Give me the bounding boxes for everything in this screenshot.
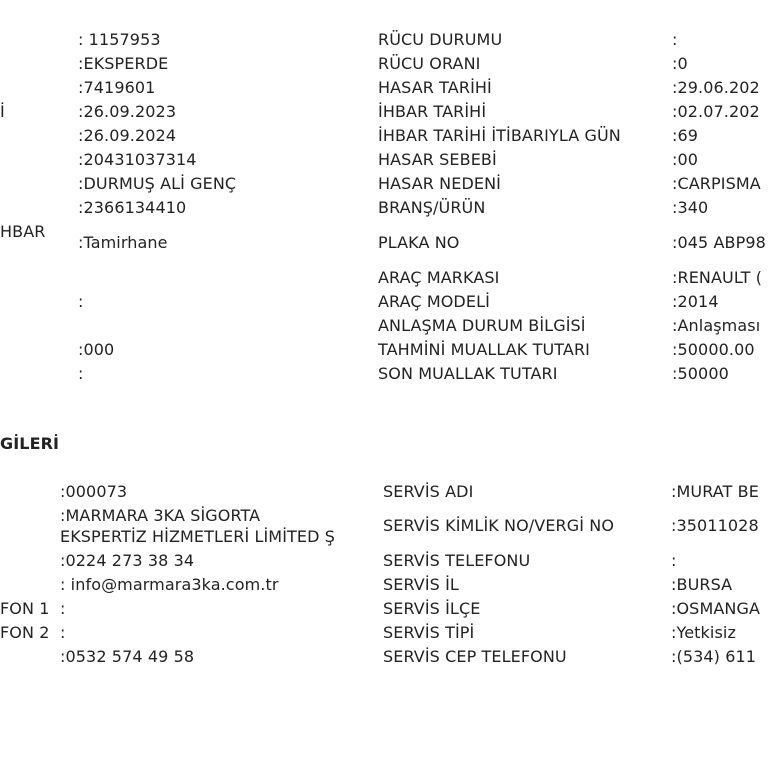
- servis-il-value: :BURSA: [671, 575, 733, 594]
- rucu-durumu-label: RÜCU DURUMU: [378, 30, 503, 49]
- hasar-nedeni-label: HASAR NEDENİ: [378, 174, 501, 193]
- claim-left-value: :26.09.2023: [78, 102, 177, 121]
- anlasma-durum-label: ANLAŞMA DURUM BİLGİSİ: [378, 316, 586, 335]
- claim-left-value: : 1157953: [78, 30, 161, 49]
- rucu-orani-value: :0: [672, 54, 688, 73]
- claim-left-value: :000: [78, 340, 115, 359]
- servis-adi-value: :MURAT BE: [671, 482, 759, 501]
- servis-kimlik-label: SERVİS KİMLİK NO/VERGİ NO: [383, 516, 615, 535]
- servis-adi-label: SERVİS ADI: [383, 482, 474, 501]
- servis-cep-value: :(534) 611: [671, 647, 757, 666]
- claim-left-label: HBAR: [0, 222, 46, 241]
- claim-left-label: İ: [0, 102, 5, 121]
- servis-kimlik-value: :35011028: [671, 516, 759, 535]
- arac-modeli-value: :2014: [672, 292, 719, 311]
- expert-left-value: :000073: [60, 482, 128, 501]
- servis-telefonu-value: :: [671, 551, 677, 570]
- ihbar-tarihi-value: :02.07.202: [672, 102, 760, 121]
- ihbar-gun-value: :69: [672, 126, 699, 145]
- expert-left-value: :MARMARA 3KA SİGORTA: [60, 506, 261, 525]
- servis-cep-label: SERVİS CEP TELEFONU: [383, 647, 567, 666]
- expert-left-value: :: [60, 623, 66, 642]
- section-title: GİLERİ: [0, 434, 60, 453]
- servis-ilce-value: :OSMANGA: [671, 599, 761, 618]
- servis-telefonu-label: SERVİS TELEFONU: [383, 551, 531, 570]
- arac-markasi-label: ARAÇ MARKASI: [378, 268, 500, 287]
- claim-left-value: :7419601: [78, 78, 156, 97]
- claim-left-value: :: [78, 292, 84, 311]
- hasar-sebebi-label: HASAR SEBEBİ: [378, 150, 497, 169]
- servis-ilce-label: SERVİS İLÇE: [383, 599, 481, 618]
- hasar-tarihi-value: :29.06.202: [672, 78, 760, 97]
- expert-email: : info@marmara3ka.com.tr: [60, 575, 279, 594]
- hasar-tarihi-label: HASAR TARİHİ: [378, 78, 492, 97]
- claim-left-value: :20431037314: [78, 150, 197, 169]
- plaka-no-value: :045 ABP98: [672, 233, 766, 252]
- brans-urun-value: :340: [672, 198, 709, 217]
- ihbar-gun-label: İHBAR TARİHİ İTİBARIYLA GÜN: [378, 126, 621, 145]
- tahmini-muallak-value: :50000.00: [672, 340, 755, 359]
- servis-tipi-value: :Yetkisiz: [671, 623, 736, 642]
- son-muallak-label: SON MUALLAK TUTARI: [378, 364, 558, 383]
- expert-left-value: :0224 273 38 34: [60, 551, 195, 570]
- claim-left-value: :26.09.2024: [78, 126, 177, 145]
- anlasma-durum-value: :Anlaşması: [672, 316, 761, 335]
- plaka-no-label: PLAKA NO: [378, 233, 460, 252]
- ihbar-tarihi-label: İHBAR TARİHİ: [378, 102, 487, 121]
- arac-markasi-value: :RENAULT (: [672, 268, 763, 287]
- son-muallak-value: :50000: [672, 364, 729, 383]
- expert-left-label: FON 1: [0, 599, 50, 618]
- arac-modeli-label: ARAÇ MODELİ: [378, 292, 490, 311]
- rucu-durumu-value: :: [672, 30, 678, 49]
- claim-left-value: :DURMUŞ ALİ GENÇ: [78, 174, 237, 193]
- claim-left-value: :Tamirhane: [78, 233, 168, 252]
- expert-left-label: FON 2: [0, 623, 50, 642]
- tahmini-muallak-label: TAHMİNİ MUALLAK TUTARI: [378, 340, 590, 359]
- brans-urun-label: BRANŞ/ÜRÜN: [378, 198, 486, 217]
- servis-tipi-label: SERVİS TİPİ: [383, 623, 475, 642]
- hasar-sebebi-value: :00: [672, 150, 699, 169]
- hasar-nedeni-value: :CARPISMA: [672, 174, 761, 193]
- claim-left-value: :2366134410: [78, 198, 187, 217]
- claim-left-value: :: [78, 364, 84, 383]
- expert-left-value: :: [60, 599, 66, 618]
- expert-left-value: :0532 574 49 58: [60, 647, 195, 666]
- servis-il-label: SERVİS İL: [383, 575, 459, 594]
- rucu-orani-label: RÜCU ORANI: [378, 54, 481, 73]
- claim-left-value: :EKSPERDE: [78, 54, 169, 73]
- expert-left-value: EKSPERTİZ HİZMETLERİ LİMİTED Ş: [60, 527, 335, 546]
